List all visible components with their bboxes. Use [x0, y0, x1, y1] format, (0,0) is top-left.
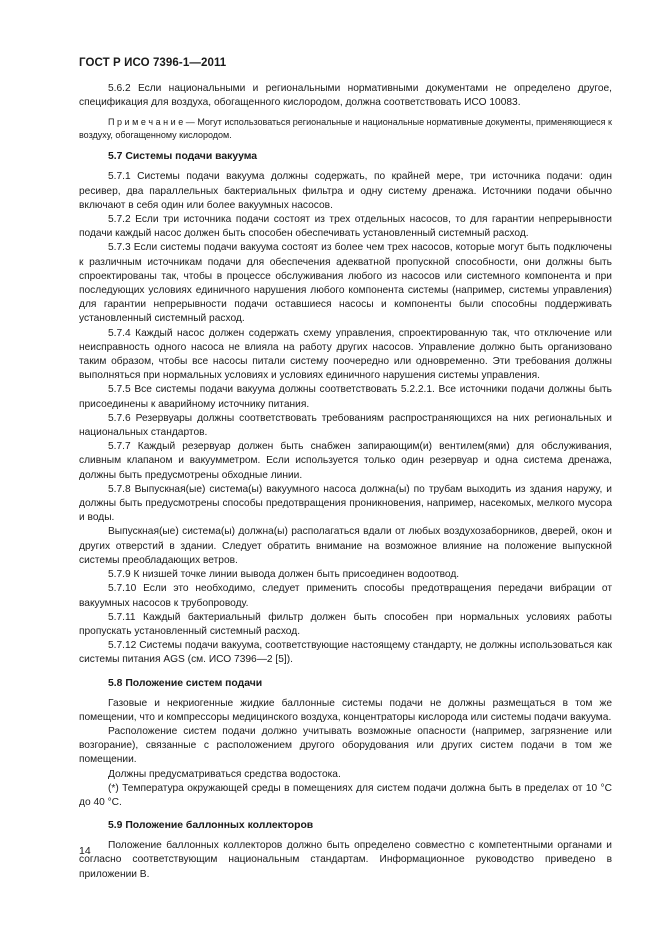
paragraph-5-7-7: 5.7.7 Каждый резервуар должен быть снабжен запирающим(и) вентилем(ями) для обслуживания, сливным клапаном и вакуумметром. Если используется только один резервуар и одна система дренажа, должны быть предусмотрены обходные линии.	[79, 441, 612, 481]
paragraph-5-7-6: 5.7.6 Резервуары должны соответствовать требованиям распространяющихся на них региональных и национальных стандартов.	[79, 412, 612, 439]
paragraph-5-7-1: 5.7.1 Системы подачи вакуума должны содержать, по крайней мере, три источника подачи: один ресивер, два параллельных бактериальных фильтра и одну систему дренажа. Источники подачи обычно включают в себя один или более вакуумных насосов.	[79, 171, 612, 211]
paragraph-5-7-3: 5.7.3 Если системы подачи вакуума состоят из более чем трех насосов, которые могут быть подключены к различным источникам подачи для обеспечения адекватной пропускной способности, они должны быть спроектированы так, чтобы в процессе обслуживания любого из насосов или системного компонента и при последующих условиях единичного нарушения любого компонента системы (например, системы управления) для гарантии непрерывности подачи оставшиеся насосы и компоненты были способны поддерживать установленный системный расход.	[79, 242, 612, 325]
paragraph-5-7-8: 5.7.8 Выпускная(ые) система(ы) вакуумного насоса должна(ы) по трубам выходить из здания наружу, и должны быть предусмотрены способы предотвращения проникновения, например, насекомых, мелкого мусора и воды.	[79, 483, 612, 524]
section-heading-5-8: 5.8 Положение систем подачи	[108, 677, 263, 689]
paragraph-5-8-1: Газовые и некриогенные жидкие баллонные системы подачи не должны размещаться в том же помещении, что и компрессоры медицинского воздуха, концентраторы кислорода или системы подачи вакуума.	[79, 697, 612, 723]
paragraph-5-7-8-continued: Выпускная(ые) система(ы) должна(ы) располагаться вдали от любых воздухозаборников, дверей, окон и других отверстий в здании. Следует обратить внимание на возможное влияние на положение выпускной системы преобладающих ветров.	[79, 526, 612, 566]
paragraph-5-8-2: Расположение систем подачи должно учитывать возможные опасности (например, загрязнение или возгорание), связанные с расположением другого оборудования или других систем подачи в том же помещении.	[79, 725, 612, 766]
paragraph-5-9-1: Положение баллонных коллекторов должно быть определено совместно с компетентными органами и согласно соответствующим национальным стандартам. Информационное руководство приведено в приложении В.	[79, 840, 612, 880]
paragraph-5-7-2: 5.7.2 Если три источника подачи состоят из трех отдельных насосов, то для гарантии непрерывности подачи каждый насос должен быть способен обеспечивать установленный системный расход.	[79, 214, 612, 240]
section-heading-5-9: 5.9 Положение баллонных коллекторов	[108, 820, 314, 832]
paragraph-5-7-12: 5.7.12 Системы подачи вакуума, соответствующие настоящему стандарту, не должны использоваться как системы питания AGS (см. ИСО 7396—2 [5]).	[79, 640, 612, 666]
paragraph-5-7-4: 5.7.4 Каждый насос должен содержать схему управления, спроектированную так, что отключение или неисправность одного насоса не влияла на работу других насосов. Управление должно быть организовано таким образом, чтобы все насосы питали систему поочередно или одновременно. Эти требования должны выполняться при нормальных условиях и условиях единичного нарушения системы управления.	[79, 327, 612, 382]
page-number: 14	[79, 845, 91, 857]
page-content	[79, 82, 612, 882]
paragraph-5-7-9: 5.7.9 К низшей точке линии вывода должен быть присоединен водоотвод.	[108, 569, 460, 581]
section-heading-5-7: 5.7 Системы подачи вакуума	[108, 151, 258, 163]
paragraph-5-8-4: (*) Температура окружающей среды в помещениях для систем подачи должна быть в пределах от 10 °С до 40 °С.	[79, 782, 612, 808]
paragraph-5-7-11: 5.7.11 Каждый бактериальный фильтр должен быть способен при нормальных условиях работы пропускать установленный системный расход.	[79, 611, 612, 637]
note-paragraph: П р и м е ч а н и е — Могут использоваться региональные и национальные нормативные документы, применяющиеся к воздуху, обогащенному кислородом.	[79, 117, 612, 140]
paragraph-5-7-10: 5.7.10 Если это необходимо, следует применить способы предотвращения передачи вибрации от вакуумных насосов к трубопроводу.	[79, 583, 612, 609]
paragraph-5-7-5: 5.7.5 Все системы подачи вакуума должны соответствовать 5.2.2.1. Все источники подачи должны быть присоединены к аварийному источнику питания.	[79, 384, 612, 410]
paragraph-5-6-2: 5.6.2 Если национальными и региональными нормативными документами не определено другое, спецификация для воздуха, обогащенного кислородом, должна соответствовать ИСО 10083.	[79, 83, 612, 109]
page-header: ГОСТ Р ИСО 7396-1—2011	[79, 57, 227, 69]
paragraph-5-8-3: Должны предусматриваться средства водостока.	[108, 768, 341, 780]
